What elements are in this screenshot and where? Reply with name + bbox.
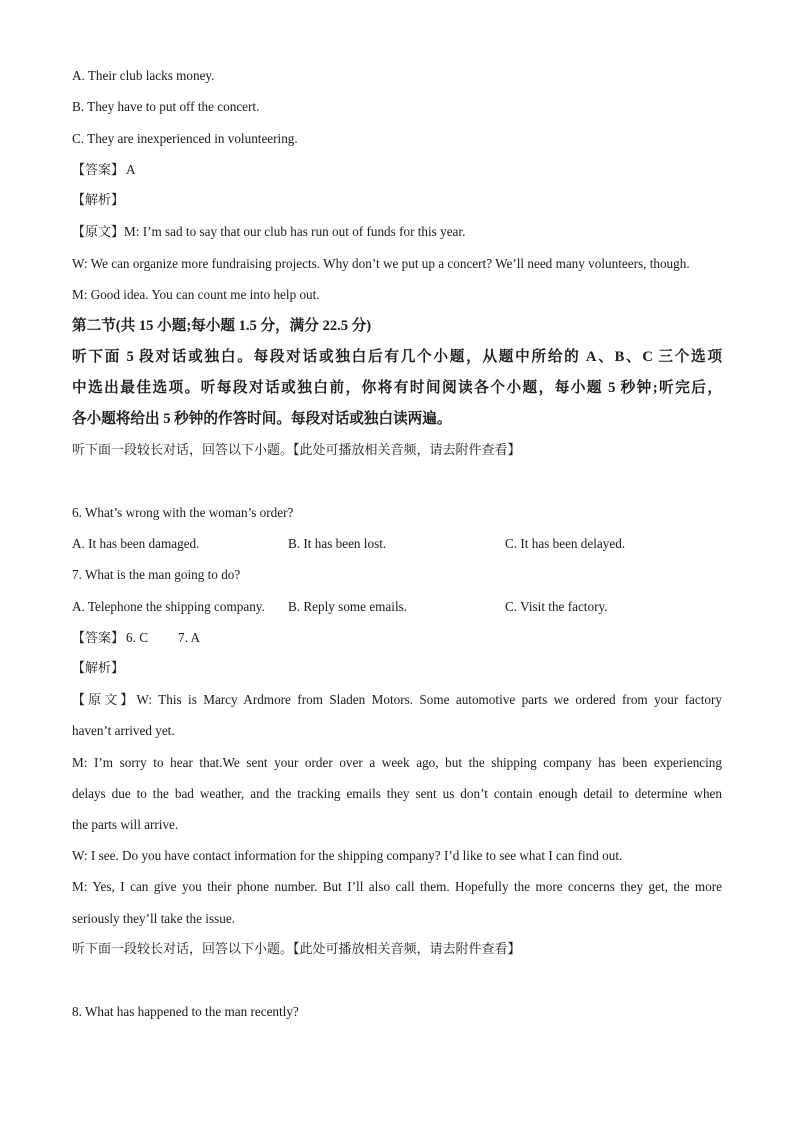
q7-option-c: C. Visit the factory. bbox=[505, 599, 608, 614]
answer-tag: 【答案】 bbox=[72, 631, 125, 646]
q7-question: 7. What is the man going to do? bbox=[72, 567, 241, 582]
transcript-text: W: This is Marcy Ardmore from Sladen Motors. Some automotive parts we ordered from your factory bbox=[136, 692, 722, 707]
transcript-tag: 【原文】 bbox=[72, 225, 125, 240]
q7-option-b: B. Reply some emails. bbox=[288, 599, 408, 614]
section2-heading: 第二节(共 15 小题;每小题 1.5 分，满分 22.5 分) bbox=[72, 318, 372, 334]
answer-6: 6. C bbox=[126, 630, 148, 645]
q5-option-b: B. They have to put off the concert. bbox=[72, 99, 260, 114]
q7-option-a: A. Telephone the shipping company. bbox=[72, 599, 265, 614]
q5-transcript-line-3: M: Good idea. You can count me into help out. bbox=[72, 287, 320, 302]
q67-transcript-line-1 bbox=[72, 691, 722, 710]
section2-instructions-line-2: 中选出最佳选项。听每段对话或独白前，你将有时间阅读各个小题，每小题 5 秒钟;听完后， bbox=[72, 380, 722, 396]
answer-7: 7. A bbox=[178, 630, 200, 645]
q67-answer bbox=[72, 629, 200, 648]
q67-transcript-line-3: M: I’m sorry to hear that.We sent your order over a week ago, but the shipping company has been experiencing bbox=[72, 755, 722, 770]
q67-transcript-line-8: seriously they’ll take the issue. bbox=[72, 911, 235, 926]
q5-transcript-line-1 bbox=[72, 223, 465, 242]
q67-transcript-line-6: W: I see. Do you have contact information for the shipping company? I’d like to see what I can find out. bbox=[72, 848, 623, 863]
q5-option-c: C. They are inexperienced in volunteering. bbox=[72, 131, 298, 146]
section2-instructions-line-3: 各小题将给出 5 秒钟的作答时间。每段对话或独白读两遍。 bbox=[72, 411, 452, 427]
answer-value: A bbox=[126, 162, 136, 177]
q5-transcript-line-2: W: We can organize more fundraising projects. Why don’t we put up a concert? We’ll need many volunteers, though. bbox=[72, 256, 690, 271]
transcript-tag: 【原文】 bbox=[72, 693, 137, 708]
listen-prompt-1: 听下面一段较长对话，回答以下小题。【此处可播放相关音频，请去附件查看】 bbox=[72, 443, 521, 458]
q67-transcript-line-7: M: Yes, I can give you their phone number. But I’ll also call them. Hopefully the more concerns they get, the more bbox=[72, 879, 722, 894]
q67-transcript-line-4: delays due to the bad weather, and the tracking emails they sent us don’t contain enough detail to determine when bbox=[72, 786, 722, 801]
listen-prompt-2: 听下面一段较长对话，回答以下小题。【此处可播放相关音频，请去附件查看】 bbox=[72, 942, 521, 957]
transcript-text: M: I’m sad to say that our club has run out of funds for this year. bbox=[124, 224, 466, 239]
q67-transcript-line-5: the parts will arrive. bbox=[72, 817, 179, 832]
q6-option-a: A. It has been damaged. bbox=[72, 536, 200, 551]
q8-question: 8. What has happened to the man recently? bbox=[72, 1004, 299, 1019]
q5-answer bbox=[72, 161, 136, 180]
answer-tag: 【答案】 bbox=[72, 163, 125, 178]
q6-option-b: B. It has been lost. bbox=[288, 536, 387, 551]
q67-analysis-tag: 【解析】 bbox=[72, 661, 125, 676]
section2-instructions-line-1: 听下面 5 段对话或独白。每段对话或独白后有几个小题，从题中所给的 A、B、C 三个选项 bbox=[72, 349, 722, 365]
q5-analysis-tag: 【解析】 bbox=[72, 193, 125, 208]
q67-transcript-line-2: haven’t arrived yet. bbox=[72, 723, 175, 738]
q5-option-a: A. Their club lacks money. bbox=[72, 68, 215, 83]
q6-option-c: C. It has been delayed. bbox=[505, 536, 626, 551]
q6-question: 6. What’s wrong with the woman’s order? bbox=[72, 505, 294, 520]
